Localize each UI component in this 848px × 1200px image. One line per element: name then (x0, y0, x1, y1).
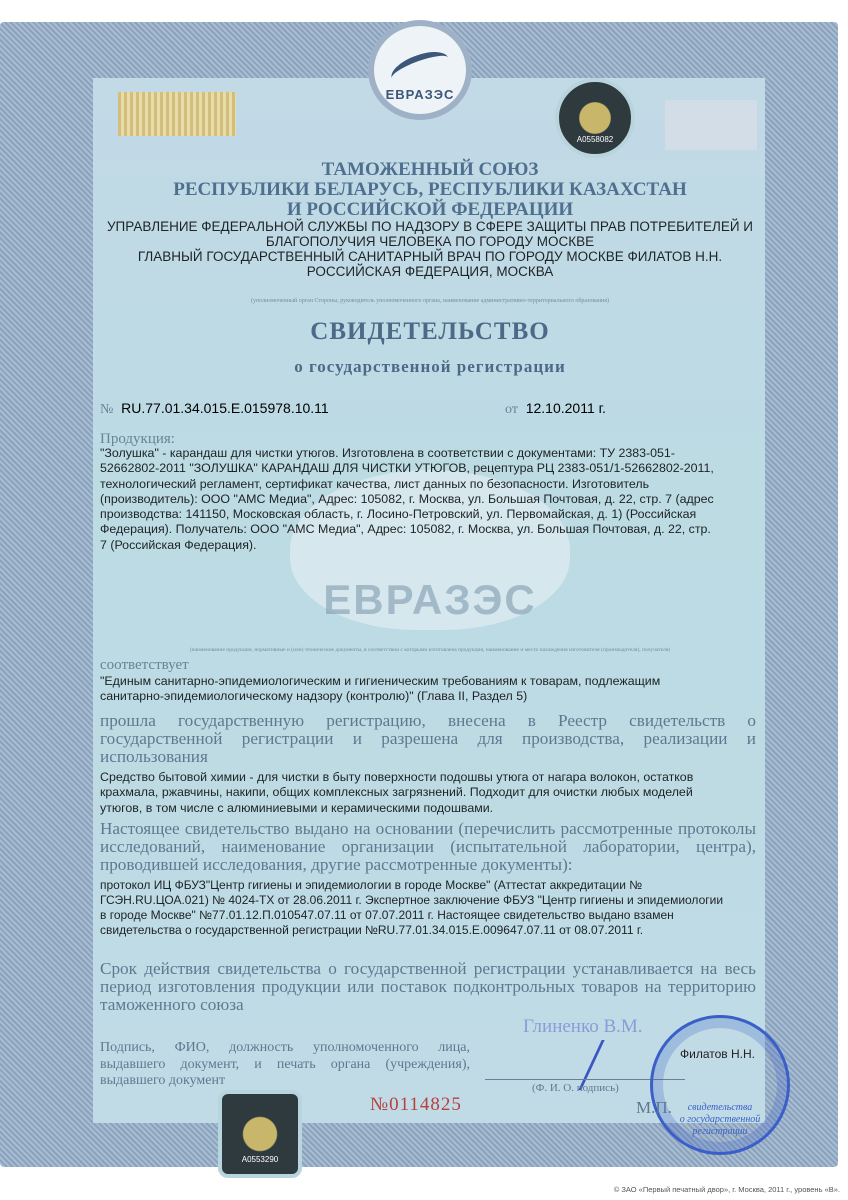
basis-label: Настоящее свидетельство выдано на основании (перечислить рассмотренные протоколы исследований, наименование организации (испытательной лаборатории, центра), проводившей исследования, другие рассмотренные документы): (100, 819, 756, 874)
number-label: № (100, 402, 114, 417)
certificate-number (100, 400, 329, 418)
signer-name: Филатов Н.Н. (680, 1047, 755, 1061)
document-title: СВИДЕТЕЛЬСТВО (310, 318, 550, 345)
logo-text: ЕВРАЗЭС (385, 87, 455, 102)
document-subtitle: о государственной регистрации (294, 357, 566, 376)
registration-statement: прошла государственную регистрацию, внесена в Реестр свидетельств о государственной регистрации и разрешена для производства, реализации и использования (100, 711, 756, 766)
seal-place-mark: М.П. (636, 1098, 672, 1117)
fio-caption: (Ф. И. О. подпись) (532, 1082, 619, 1094)
authority (100, 219, 760, 279)
union-line: И РОССИЙСКОЙ ФЕДЕРАЦИИ (286, 199, 574, 220)
conforms-label: соответствует (100, 657, 189, 673)
hologram-number: A0558082 (576, 135, 614, 144)
authority-line: УПРАВЛЕНИЕ ФЕДЕРАЛЬНОЙ СЛУЖБЫ ПО НАДЗОРУ В СФЕРЕ ЗАЩИТЫ ПРАВ ПОТРЕБИТЕЛЕЙ И (106, 219, 753, 234)
hologram-seal-bottom (218, 1090, 302, 1178)
stamp-line: регистрации (692, 1126, 748, 1137)
hologram-number: A0553290 (241, 1155, 279, 1164)
hologram-seal-top (555, 78, 635, 158)
number-value: RU.77.01.34.015.E.015978.10.11 (121, 400, 329, 416)
certificate-date (505, 400, 606, 418)
official-stamp (650, 1015, 790, 1155)
serial-number: №0114825 (370, 1094, 462, 1115)
stamp-line: свидетельства (687, 1102, 753, 1113)
watermark-text: ЕВРАЗЭС (323, 576, 537, 623)
union-line: РЕСПУБЛИКИ БЕЛАРУСЬ, РЕСПУБЛИКИ КАЗАХСТАН (173, 179, 687, 200)
validity-statement: Срок действия свидетельства о государственной регистрации устанавливается на весь период изготовления продукции или поставок подконтрольных товаров на территорию таможенного союза (100, 959, 756, 1014)
authority-caption: (уполномоченный орган Стороны, руководитель уполномоченного органа, наименование административно-территориального образования) (251, 298, 609, 304)
stamped-name: Глиненко В.М. (523, 1016, 643, 1037)
product-label: Продукция: (100, 431, 175, 447)
date-value: 12.10.2011 г. (525, 400, 606, 416)
authority-line: ГЛАВНЫЙ ГОСУДАРСТВЕННЫЙ САНИТАРНЫЙ ВРАЧ ПО ГОРОДУ МОСКВЕ ФИЛАТОВ Н.Н. (137, 249, 723, 264)
gold-hologram-strip (118, 92, 236, 136)
date-label: от (505, 402, 518, 417)
evrazes-logo (368, 20, 472, 120)
product-purpose: Средство бытовой химии - для чистки в быту поверхности подошвы утюга от нагара волокон, остатков крахмала, ржавчины, накипи, общих комплексных загрязнений. Подходит для очистки любых моделей утюгов, в том числе с алюминиевыми и керамическими подошвами. (100, 770, 694, 815)
stamp-line: о государственной (679, 1114, 761, 1125)
union-title (100, 160, 760, 220)
authority-line: БЛАГОПОЛУЧИЯ ЧЕЛОВЕКА ПО ГОРОДУ МОСКВЕ (265, 234, 595, 249)
union-line: ТАМОЖЕННЫЙ СОЮЗ (321, 159, 539, 180)
authority-line: РОССИЙСКАЯ ФЕДЕРАЦИЯ, МОСКВА (306, 264, 554, 279)
signature-label: Подпись, ФИО, должность уполномоченного лица, выдавшего документ, и печать органа (учреждения), выдавшего документ (100, 1040, 470, 1088)
security-panel (665, 100, 757, 150)
product-caption: (наименование продукции, нормативные и (или) технические документы, в соответствии с которыми изготовлена продукция, наименование и место нахождения изготовителя (производителя), получателя) (189, 647, 671, 653)
printer-footer: © ЗАО «Первый печатный двор», г. Москва, 2011 г., уровень «В». (613, 1185, 840, 1194)
product-text: "Золушка" - карандаш для чистки утюгов. Изготовлена в соответствии с документами: ТУ 2383-051-52662802-2011 "ЗОЛУШКА" КАРАНДАШ ДЛЯ ЧИСТКИ УТЮГОВ, рецептура РЦ 2383-051/1-52662802-2011, технологический регламент, сертификат качества, лист данных по безопасности. Изготовитель (производитель): ООО "АМС Медиа", Адрес: 105082, г. Москва, ул. Большая Почтовая, д. 22, стр. 7 (адрес производства: 141150, Московская область, г. Лосино-Петровский, ул. Первомайская, д. 1) (Российская Федерация). Получатель: ООО "АМС Медиа", Адрес: 105082, г. Москва, ул. Большая Почтовая, д. 22, стр. 7 (Российская Федерация). (100, 446, 714, 552)
basis-text: протокол ИЦ ФБУЗ"Центр гигиены и эпидемиологии в городе Москве" (Аттестат аккредитации № ГСЭН.RU.ЦОА.021) № 4024-ТХ от 28.06.2011 г. Экспертное заключение ФБУЗ "Центр гигиены и эпидемиологии в городе Москве" №77.01.12.П.010547.07.11 от 07.07.2011 г. Настоящее свидетельство выдано взамен свидетельства о государственной регистрации №RU.77.01.34.015.Е.009647.07.11 от 08.07.2011 г. (100, 878, 724, 937)
conforms-text: "Единым санитарно-эпидемиологическим и гигиеническим требованиям к товарам, подлежащим санитарно-эпидемиологическому надзору (контролю)" (Глава II, Раздел 5) (100, 674, 661, 704)
